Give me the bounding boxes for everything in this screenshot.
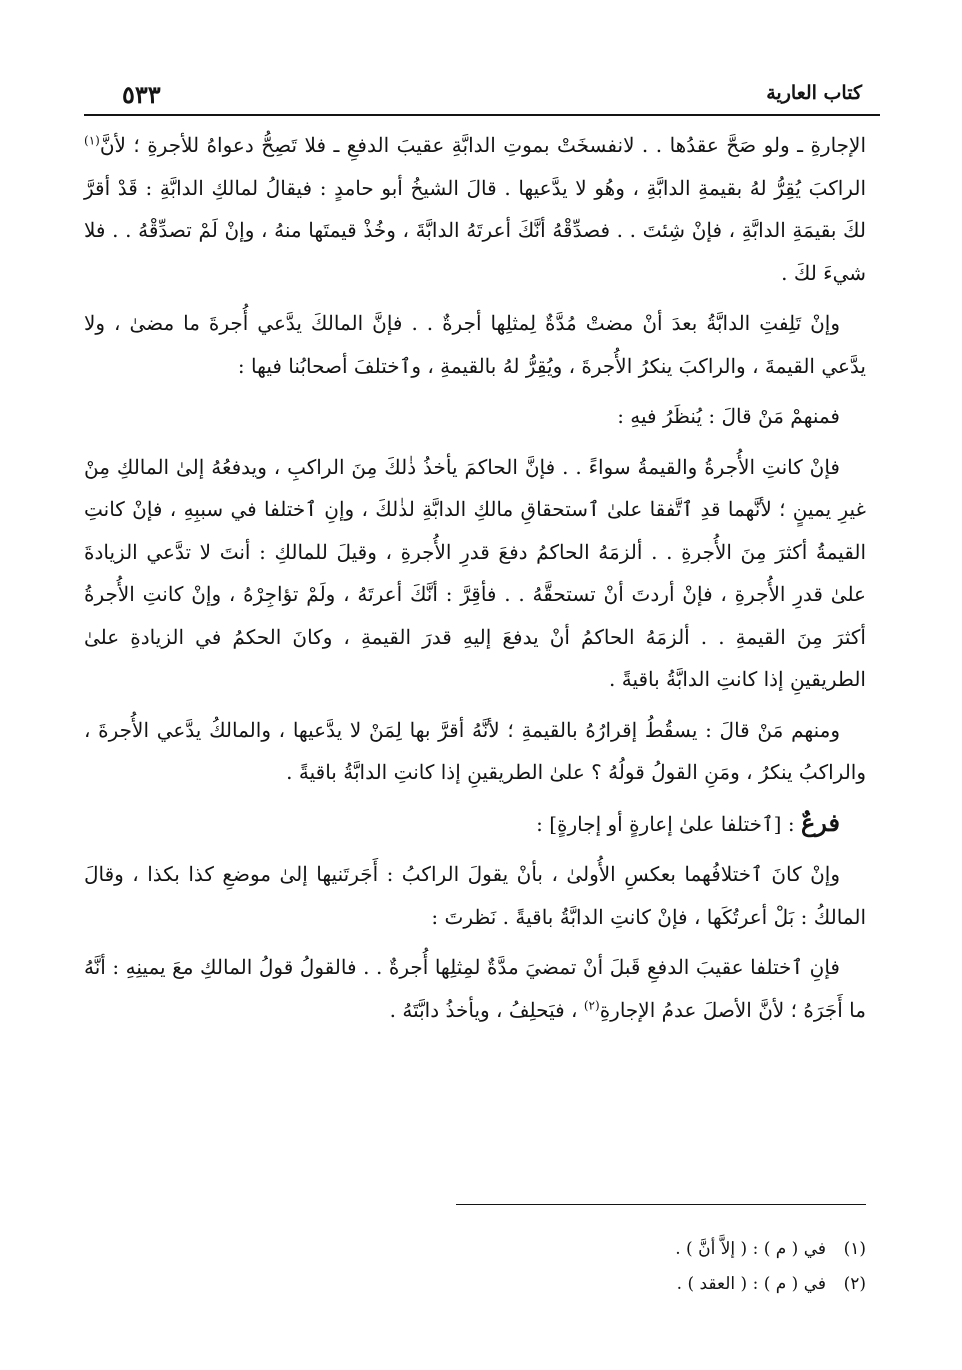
paragraph: وإنْ كانَ ٱختلافُهما بعكسِ الأُولىٰ ، بأنْ يقولَ الراكبُ : أَجَرتَنيها إلىٰ موضعِ كذا بكذا ، وقالَ المالكُ : بَلْ أعرتُكَها ، فإنْ كانتِ الدابَّةُ باقيةً . نَظرتَ : bbox=[84, 862, 866, 929]
footnotes bbox=[100, 1232, 866, 1302]
paragraph: وإنْ تَلِفتِ الدابَّةُ بعدَ أنْ مضتْ مُدَّةٌ لِمثلِها أجرةٌ . . فإنَّ المالكَ يدَّعي أُجرةَ ما مضىٰ ، ولا يدَّعي القيمةَ ، والراكبَ ينكرُ الأُجرةَ ، ويُقِرُّ لهُ بالقيمةِ ، وٱختلفَ أصحابُنا فيها : bbox=[84, 311, 866, 378]
footnote-text: في ( م ) : ( إلاَّ أنَّ ) . bbox=[675, 1239, 826, 1259]
paragraph-text: الراكبَ يُقِرُّ لهُ بقيمةِ الدابَّةِ ، وهُو لا يدَّعيها . قالَ الشيخُ أبو حامدٍ : فيقالُ لمالكِ الدابَّةِ : قَدْ أقرَّ لكَ بقيمَةِ الدابَّةِ ، فإنْ شِئتَ . . فصدِّقْهُ أنَّكَ أعرتَهُ الدابَّةَ ، وخُذْ قيمتَها منهُ ، وإنْ لَمْ تصدِّقْهُ . . فلا شيءَ لكَ . bbox=[84, 175, 866, 285]
footnote-reference: (١) bbox=[84, 133, 100, 148]
page-header bbox=[100, 80, 862, 114]
paragraph: فمنهمْ مَنْ قالَ : يُنظَرُ فيهِ : bbox=[617, 404, 840, 428]
branch-heading bbox=[84, 802, 866, 846]
paragraph-text: فإنِ ٱختلفا عقيبَ الدفعِ قَبلَ أنْ تمضيَ مدَّةٌ لمِثلِها أُجرةٌ . . فالقولُ قولُ المالكِ معَ يمينِهِ : أنَّهُ ما أَجَرَهُ ؛ لأنَّ الأصلَ عدمُ الإجارةِ bbox=[84, 955, 866, 1022]
header-divider bbox=[84, 114, 880, 116]
book-title: كتاب العارية bbox=[766, 82, 862, 104]
paragraph: فإنْ كانتِ الأُجرةُ والقيمةُ سواءً . . فإنَّ الحاكمَ يأخذُ ذٰلكَ مِنَ الراكبِ ، ويدفعُهُ إلىٰ المالكِ مِنْ غيرِ يمينٍ ؛ لأنَّهما قدِ ٱتَّفقا علىٰ ٱستحقاقِ مالكِ الدابَّةِ لذٰلكَ ، وإنِ ٱختلفا في سببِهِ ، فإنْ كانتِ القيمةُ أكثرَ مِنَ الأُجرةِ . . ألزمَهُ الحاكمُ دفعَ قدرِ الأُجرةِ ، وقيلَ للمالكِ : أنتَ لا تدَّعي الزيادةَ علىٰ قدرِ الأُجرةِ ، فإنْ أردتَ أنْ تستحقَّهُ . . فأقِرَّ : أنَّكَ أعرتَهُ ، ولَمْ تؤاجِرْهُ ، وإنْ كانتِ الأُجرةُ أكثرَ مِنَ القيمةِ . . ألزمَهُ الحاكمُ أنْ يدفعَ إليهِ قدرَ القيمةِ ، وكانَ الحكمُ في الزيادةِ علىٰ الطريقينِ إذا كانتِ الدابَّةُ باقيةً . bbox=[84, 454, 866, 691]
main-text bbox=[84, 124, 866, 1039]
footnote-number: (١) bbox=[843, 1239, 866, 1259]
branch-label: فرعٌ bbox=[800, 807, 840, 837]
footnote-divider bbox=[456, 1204, 866, 1205]
footnote-text: في ( م ) : ( العقد ) . bbox=[676, 1274, 826, 1294]
paragraph bbox=[84, 124, 866, 294]
footnote-item bbox=[100, 1267, 866, 1302]
footnote-reference: (٢) bbox=[583, 997, 600, 1012]
paragraph-text: الإجارةِ ـ ولو صَحَّ عقدُها . . لانفسخَتْ بموتِ الدابَّةِ عقيبَ الدفعِ ـ فلا تَصِحُّ دعواهُ للأجرةِ ؛ لأنَّ bbox=[99, 133, 866, 157]
paragraph bbox=[84, 946, 866, 1031]
footnote-number: (٢) bbox=[843, 1274, 866, 1294]
page-number: ٥٣٣ bbox=[122, 80, 161, 109]
branch-title: : [ٱختلفا علىٰ إعارةٍ أو إجارةٍ] : bbox=[536, 811, 795, 836]
paragraph: ومنهم مَنْ قالَ : يسقُطُ إقرارُهُ بالقيمةِ ؛ لأنَّهُ أقرَّ بها لِمَنْ لا يدَّعيها ، والمالكُ يدَّعي الأُجرةَ ، والراكبُ ينكرُ ، ومَنِ القولُ قولُهُ ؟ علىٰ الطريقينِ إذا كانتِ الدابَّةُ باقيةً . bbox=[84, 717, 866, 784]
paragraph-text: ، فيَحلِفُ ، ويأخذُ دابَّتَهُ . bbox=[389, 997, 584, 1022]
footnote-item bbox=[100, 1232, 866, 1267]
